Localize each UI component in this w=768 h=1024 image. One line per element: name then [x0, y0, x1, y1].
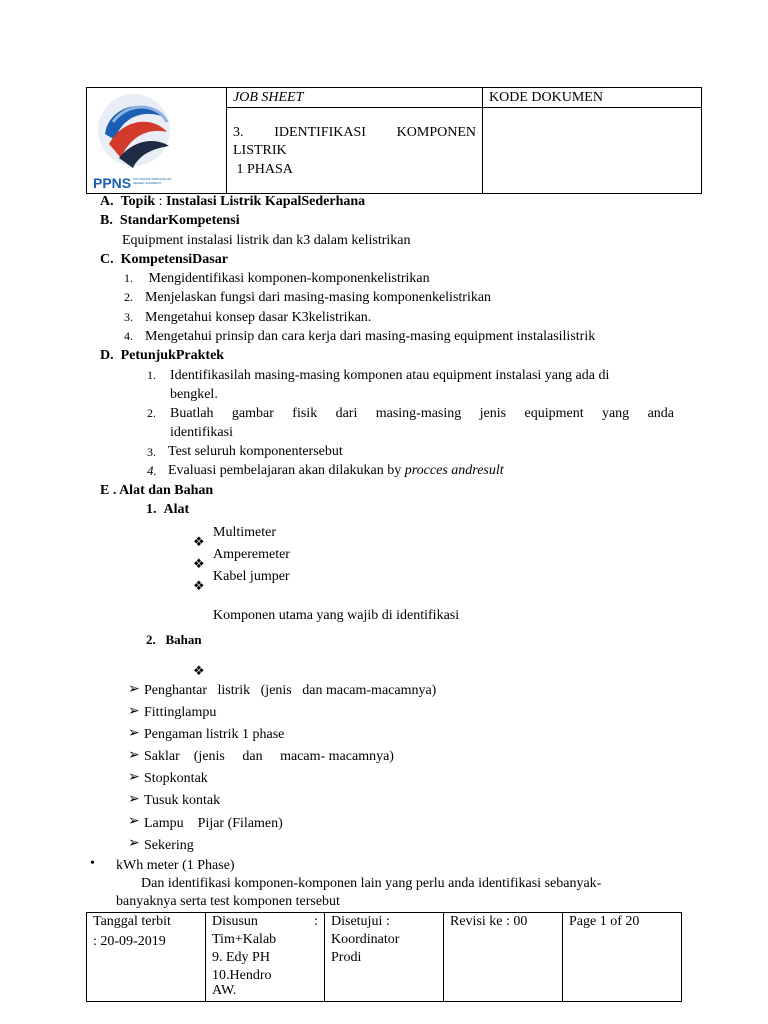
section-a: A. Topik : Instalasi Listrik KapalSederhana: [100, 194, 366, 209]
section-b: B. StandarKompetensi: [100, 213, 240, 228]
d-item-1-num: 1.: [147, 368, 156, 382]
closing-line-1: Dan identifikasi komponen-komponen lain yang perlu anda identifikasi sebanyak-: [141, 876, 602, 891]
arrow-bullet-icon: ➢: [128, 836, 140, 851]
list-item: Amperemeter: [213, 547, 290, 562]
disusun-line: 10.Hendro: [212, 967, 272, 983]
list-item: Saklar (jenis dan macam- macamnya): [144, 749, 394, 764]
section-c-title: KompetensiDasar: [120, 252, 228, 267]
disusun-cell: Disusun : Tim+Kalab 9. Edy PH 10.Hendro AW.: [206, 913, 325, 1002]
section-b-text: Equipment instalasi listrik dan k3 dalam kelistrikan: [122, 233, 411, 248]
revisi-cell: [444, 913, 563, 1002]
list-item: Sekering: [144, 838, 194, 853]
section-a-value: Instalasi Listrik KapalSederhana: [166, 194, 366, 209]
d-item-4: Evaluasi pembelajaran akan dilakukan by procces andresult: [168, 463, 504, 478]
disusun-line: AW.: [212, 982, 237, 998]
list-item: 1. Mengidentifikasi komponen-komponenkelistrikan: [124, 271, 430, 286]
bahan-heading: 2. Bahan: [146, 632, 202, 647]
tanggal-value: : 20-09-2019: [93, 934, 166, 950]
disetujui-line: Disetujui :: [331, 914, 390, 929]
section-d: D. PetunjukPraktek: [100, 348, 225, 363]
tanggal-cell: [87, 913, 206, 1002]
arrow-bullet-icon: ➢: [128, 704, 140, 719]
diamond-bullet-icon: ❖: [193, 556, 205, 571]
d-item-2-num: 2.: [147, 406, 156, 420]
revisi-label: Revisi ke : 00: [450, 914, 528, 929]
alat-note: Komponen utama yang wajib di identifikasi: [213, 608, 460, 623]
list-item: Pengaman listrik 1 phase: [144, 727, 285, 742]
disusun-line: Tim+Kalab: [212, 932, 277, 948]
title-line-2: LISTRIK: [233, 143, 287, 159]
job-sheet-label: JOB SHEET: [233, 90, 304, 105]
title-line-3: 1 PHASA: [233, 161, 293, 177]
alat-heading: 1. Alat: [146, 502, 190, 517]
arrow-bullet-icon: ➢: [128, 726, 140, 741]
list-item: Multimeter: [213, 525, 276, 540]
list-item: 3. Mengetahui konsep dasar K3kelistrikan.: [124, 310, 372, 325]
d-item-1-line-2: bengkel.: [170, 387, 218, 402]
kode-dokumen-value-cell: [483, 108, 702, 194]
list-item: Penghantar listrik (jenis dan macam-macamnya): [144, 683, 437, 698]
d-item-3-num: 3.: [147, 445, 156, 459]
diamond-bullet-icon: ❖: [193, 663, 205, 678]
arrow-bullet-icon: ➢: [128, 748, 140, 763]
section-a-title: Topik: [120, 194, 156, 209]
list-item: 2. Menjelaskan fungsi dari masing-masing komponenkelistrikan: [124, 290, 492, 305]
kode-dokumen-label: KODE DOKUMEN: [489, 90, 603, 105]
list-item: 4. Mengetahui prinsip dan cara kerja dari masing-masing equipment instalasilistrik: [124, 329, 596, 344]
disetujui-cell: [325, 913, 444, 1002]
title-line-1: 3. IDENTIFIKASI KOMPONEN: [233, 125, 476, 141]
disetujui-line: Koordinator: [331, 932, 400, 948]
page-cell: [563, 913, 682, 1002]
d-item-3-text: Test seluruh komponentersebut: [168, 444, 343, 459]
footer-table: [86, 912, 682, 1002]
closing-line-2: banyaknya serta test komponen tersebut: [116, 894, 340, 909]
header-table: [86, 87, 702, 194]
diamond-bullet-icon: ❖: [193, 578, 205, 593]
section-c: C. KompetensiDasar: [100, 252, 228, 267]
logo-subtext: POLITEKNIK PERKAPALAN NEGERI SURABAYA: [133, 177, 172, 185]
kode-dokumen-cell: [483, 88, 702, 108]
arrow-bullet-icon: ➢: [128, 770, 140, 785]
disusun-line: 9. Edy PH: [212, 950, 270, 966]
list-item: Stopkontak: [144, 771, 208, 786]
diamond-bullet-icon: ❖: [193, 534, 205, 549]
page-label: Page 1 of 20: [569, 914, 640, 929]
bullet-dot-icon: •: [90, 856, 95, 871]
list-item: Kabel jumper: [213, 569, 290, 584]
d-item-4-num: 4.: [147, 463, 157, 478]
disetujui-line: Prodi: [331, 950, 362, 966]
list-item: Tusuk kontak: [144, 793, 221, 808]
logo-text: PPNS: [93, 175, 132, 191]
job-sheet-cell: [227, 88, 483, 108]
list-item: Lampu Pijar (Filamen): [144, 816, 283, 831]
section-b-title: StandarKompetensi: [119, 213, 240, 228]
section-e-title: E . Alat dan Bahan: [100, 483, 214, 498]
d-item-2-line-2: identifikasi: [170, 425, 233, 440]
logo-cell: [87, 88, 227, 194]
arrow-bullet-icon: ➢: [128, 792, 140, 807]
title-cell: [227, 108, 483, 194]
tanggal-label: Tanggal terbit: [93, 914, 171, 929]
disusun-label: Disusun: [212, 914, 258, 929]
section-d-title: PetunjukPraktek: [120, 348, 225, 363]
arrow-bullet-icon: ➢: [128, 814, 140, 829]
arrow-bullet-icon: ➢: [128, 682, 140, 697]
d-item-1-line-1: Identifikasilah masing-masing komponen atau equipment instalasi yang ada di: [170, 368, 610, 383]
list-item: Fittinglampu: [144, 705, 217, 720]
list-item: kWh meter (1 Phase): [116, 858, 235, 873]
d-item-2-line-1: Buatlah gambar fisik dari masing-masing jenis equipment yang anda: [170, 406, 674, 421]
